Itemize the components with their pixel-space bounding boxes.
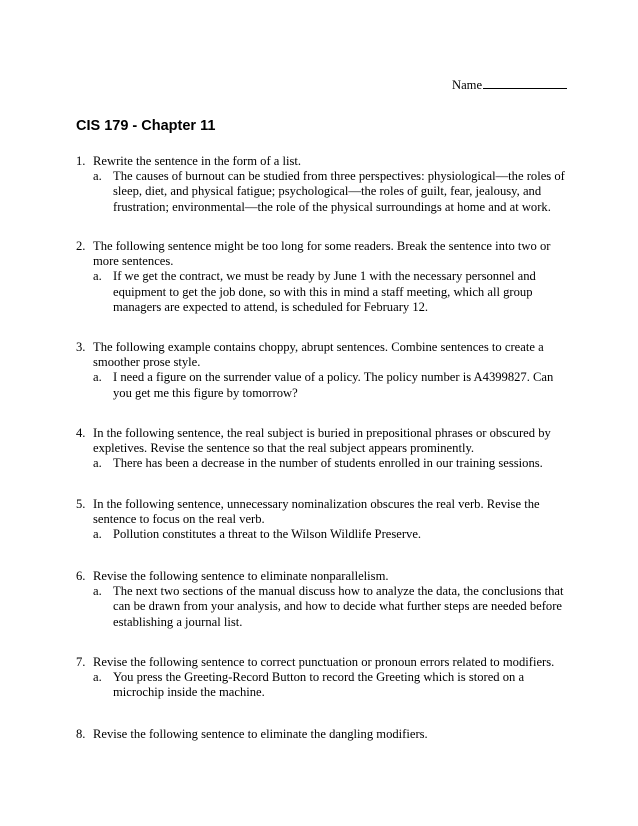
- sub-item-letter: a.: [93, 370, 102, 385]
- question-number: 3.: [76, 340, 86, 354]
- question-prompt: [76, 426, 566, 456]
- question-text: In the following sentence, the real subject is buried in prepositional phrases or obscured by expletives. Revise the sentence so that the real subject appears prominently.: [93, 426, 551, 456]
- question-text: The following example contains choppy, abrupt sentences. Combine sentences to create a smoother prose style.: [93, 340, 544, 370]
- question-prompt: [76, 340, 566, 370]
- question-5: [76, 497, 566, 543]
- question-prompt: [76, 154, 566, 169]
- question-text: Rewrite the sentence in the form of a list.: [93, 154, 302, 168]
- sub-item-text: The causes of burnout can be studied from three perspectives: physiological—the roles of sleep, diet, and physical fatigue; psychological—the roles of guilt, fear, jealousy, and frustration; environmental—the role of the physical surroundings at home and at work.: [113, 169, 565, 214]
- question-number: 1.: [76, 154, 86, 168]
- question-7: [76, 655, 566, 701]
- sub-item-text: If we get the contract, we must be ready by June 1 with the necessary personnel and equipment to get the job done, so with this in mind a staff meeting, which all group managers are expected to attend, is scheduled for February 12.: [113, 269, 536, 314]
- name-label: Name: [452, 78, 483, 92]
- name-field: [452, 76, 567, 93]
- question-text: Revise the following sentence to correct punctuation or pronoun errors related to modifiers.: [93, 655, 555, 669]
- question-2: [76, 239, 566, 315]
- question-text: Revise the following sentence to eliminate nonparallelism.: [93, 569, 389, 583]
- question-text: The following sentence might be too long for some readers. Break the sentence into two or more sentences.: [93, 239, 551, 269]
- sub-item-text: Pollution constitutes a threat to the Wilson Wildlife Preserve.: [113, 527, 422, 542]
- sub-item: [76, 269, 566, 315]
- sub-item: [76, 456, 566, 471]
- sub-item: [76, 169, 566, 215]
- sub-item-text: The next two sections of the manual discuss how to analyze the data, the conclusions that can be drawn from your analysis, and how to decide what further steps are needed before establishing a journal list.: [113, 584, 564, 629]
- sub-item: [76, 370, 566, 400]
- sub-item: [76, 527, 566, 542]
- question-number: 4.: [76, 426, 86, 440]
- sub-item-text: There has been a decrease in the number of students enrolled in our training sessions.: [113, 456, 543, 471]
- question-8: [76, 727, 566, 742]
- question-number: 8.: [76, 727, 86, 741]
- question-3: [76, 340, 566, 401]
- sub-item-letter: a.: [93, 456, 102, 471]
- question-prompt: [76, 655, 566, 670]
- question-prompt: [76, 239, 566, 269]
- question-1: [76, 154, 566, 215]
- sub-item-letter: a.: [93, 670, 102, 685]
- question-4: [76, 426, 566, 472]
- question-text: In the following sentence, unnecessary nominalization obscures the real verb. Revise the sentence to focus on the real verb.: [93, 497, 540, 527]
- question-number: 2.: [76, 239, 86, 253]
- page-title: CIS 179 - Chapter 11: [76, 118, 216, 134]
- question-prompt: [76, 727, 566, 742]
- sub-item-letter: a.: [93, 269, 102, 284]
- question-number: 7.: [76, 655, 86, 669]
- question-text: Revise the following sentence to eliminate the dangling modifiers.: [93, 727, 428, 741]
- question-number: 6.: [76, 569, 86, 583]
- question-prompt: [76, 497, 566, 527]
- question-6: [76, 569, 566, 630]
- sub-item-letter: a.: [93, 527, 102, 542]
- sub-item: [76, 670, 566, 700]
- name-blank-line: [483, 76, 567, 89]
- sub-item: [76, 584, 566, 630]
- sub-item-letter: a.: [93, 584, 102, 599]
- question-number: 5.: [76, 497, 86, 511]
- sub-item-text: You press the Greeting-Record Button to record the Greeting which is stored on a microchip inside the machine.: [113, 670, 525, 700]
- sub-item-text: I need a figure on the surrender value of a policy. The policy number is A4399827. Can you get me this figure by tomorrow?: [113, 370, 554, 400]
- question-prompt: [76, 569, 566, 584]
- sub-item-letter: a.: [93, 169, 102, 184]
